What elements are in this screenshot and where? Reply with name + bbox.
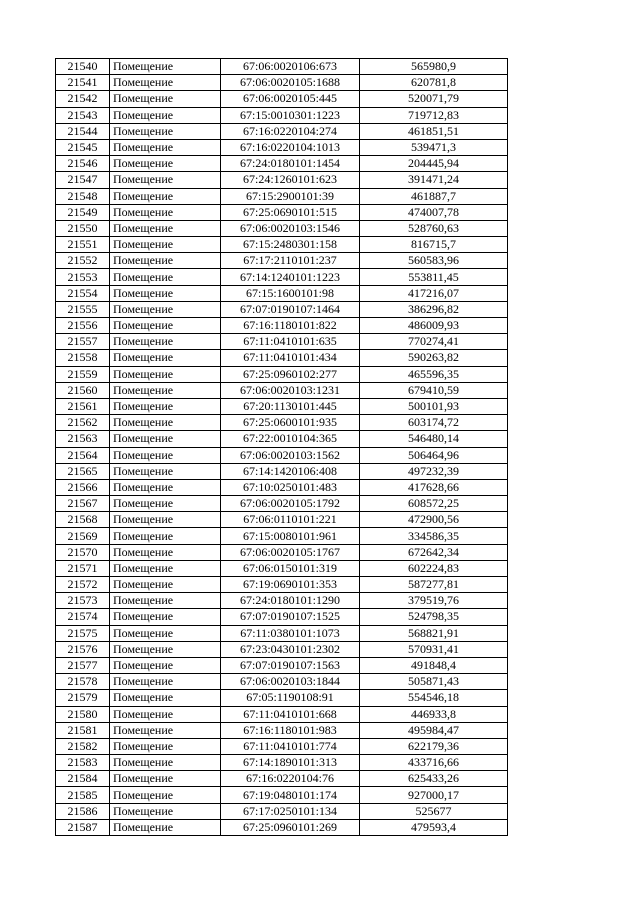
row-number: 21555	[56, 301, 110, 317]
table-row	[56, 479, 508, 495]
object-type: Помещение	[110, 496, 221, 512]
row-number: 21556	[56, 318, 110, 334]
table-row	[56, 334, 508, 350]
row-number: 21543	[56, 107, 110, 123]
table-row	[56, 91, 508, 107]
row-number: 21552	[56, 253, 110, 269]
object-type: Помещение	[110, 334, 221, 350]
cadastral-number: 67:15:0080101:961	[221, 528, 360, 544]
row-number: 21578	[56, 674, 110, 690]
object-type: Помещение	[110, 172, 221, 188]
cadastral-value: 486009,93	[360, 318, 508, 334]
row-number: 21585	[56, 787, 110, 803]
object-type: Помещение	[110, 382, 221, 398]
row-number: 21579	[56, 690, 110, 706]
cadastral-value: 417628,66	[360, 479, 508, 495]
cadastral-value: 433716,66	[360, 755, 508, 771]
cadastral-value: 927000,17	[360, 787, 508, 803]
cadastral-value: 500101,93	[360, 398, 508, 414]
cadastral-number: 67:06:0020105:1688	[221, 75, 360, 91]
row-number: 21551	[56, 237, 110, 253]
row-number: 21560	[56, 382, 110, 398]
object-type: Помещение	[110, 220, 221, 236]
cadastral-value: 603174,72	[360, 415, 508, 431]
object-type: Помещение	[110, 75, 221, 91]
table-row	[56, 560, 508, 576]
cadastral-number: 67:22:0010104:365	[221, 431, 360, 447]
cadastral-value: 506464,96	[360, 447, 508, 463]
row-number: 21564	[56, 447, 110, 463]
table-row	[56, 625, 508, 641]
cadastral-number: 67:15:2480301:158	[221, 237, 360, 253]
cadastral-number: 67:24:0180101:1454	[221, 156, 360, 172]
table-row	[56, 463, 508, 479]
table-row	[56, 75, 508, 91]
object-type: Помещение	[110, 755, 221, 771]
table-row	[56, 415, 508, 431]
cadastral-value: 524798,35	[360, 609, 508, 625]
object-type: Помещение	[110, 803, 221, 819]
row-number: 21558	[56, 350, 110, 366]
table-row	[56, 674, 508, 690]
cadastral-value: 528760,63	[360, 220, 508, 236]
table-row	[56, 787, 508, 803]
cadastral-number: 67:07:0190107:1563	[221, 657, 360, 673]
table-row	[56, 301, 508, 317]
cadastral-value: 719712,83	[360, 107, 508, 123]
table-row	[56, 366, 508, 382]
cadastral-number: 67:25:0600101:935	[221, 415, 360, 431]
cadastral-number: 67:06:0020105:445	[221, 91, 360, 107]
object-type: Помещение	[110, 269, 221, 285]
cadastral-number: 67:11:0410101:668	[221, 706, 360, 722]
object-type: Помещение	[110, 188, 221, 204]
row-number: 21566	[56, 479, 110, 495]
row-number: 21568	[56, 512, 110, 528]
cadastral-value: 679410,59	[360, 382, 508, 398]
row-number: 21542	[56, 91, 110, 107]
object-type: Помещение	[110, 787, 221, 803]
object-type: Помещение	[110, 91, 221, 107]
object-type: Помещение	[110, 318, 221, 334]
table-row	[56, 706, 508, 722]
cadastral-number: 67:11:0410101:635	[221, 334, 360, 350]
cadastral-value: 622179,36	[360, 738, 508, 754]
object-type: Помещение	[110, 706, 221, 722]
object-type: Помещение	[110, 819, 221, 835]
cadastral-number: 67:07:0190107:1525	[221, 609, 360, 625]
cadastral-number: 67:16:1180101:983	[221, 722, 360, 738]
cadastral-number: 67:14:1890101:313	[221, 755, 360, 771]
object-type: Помещение	[110, 107, 221, 123]
cadastral-number: 67:14:1420106:408	[221, 463, 360, 479]
table-row	[56, 204, 508, 220]
table-row	[56, 641, 508, 657]
cadastral-value: 391471,24	[360, 172, 508, 188]
table-row	[56, 156, 508, 172]
table-row	[56, 237, 508, 253]
object-type: Помещение	[110, 560, 221, 576]
object-type: Помещение	[110, 512, 221, 528]
cadastral-value: 417216,07	[360, 285, 508, 301]
cadastral-number: 67:11:0410101:434	[221, 350, 360, 366]
cadastral-number: 67:17:2110101:237	[221, 253, 360, 269]
cadastral-value: 334586,35	[360, 528, 508, 544]
object-type: Помещение	[110, 237, 221, 253]
cadastral-number: 67:15:2900101:39	[221, 188, 360, 204]
row-number: 21586	[56, 803, 110, 819]
table-row	[56, 285, 508, 301]
object-type: Помещение	[110, 738, 221, 754]
cadastral-value: 620781,8	[360, 75, 508, 91]
table-row	[56, 722, 508, 738]
cadastral-number: 67:06:0020103:1562	[221, 447, 360, 463]
cadastral-number: 67:05:1190108:91	[221, 690, 360, 706]
cadastral-value: 570931,41	[360, 641, 508, 657]
row-number: 21575	[56, 625, 110, 641]
row-number: 21545	[56, 139, 110, 155]
row-number: 21544	[56, 123, 110, 139]
object-type: Помещение	[110, 479, 221, 495]
row-number: 21550	[56, 220, 110, 236]
cadastral-value: 495984,47	[360, 722, 508, 738]
table-row	[56, 803, 508, 819]
object-type: Помещение	[110, 609, 221, 625]
cadastral-number: 67:11:0380101:1073	[221, 625, 360, 641]
table-row	[56, 577, 508, 593]
object-type: Помещение	[110, 593, 221, 609]
cadastral-value: 505871,43	[360, 674, 508, 690]
table-row	[56, 690, 508, 706]
cadastral-number: 67:07:0190107:1464	[221, 301, 360, 317]
cadastral-value: 204445,94	[360, 156, 508, 172]
table-row	[56, 59, 508, 75]
table-row	[56, 738, 508, 754]
table-row	[56, 657, 508, 673]
cadastral-value: 386296,82	[360, 301, 508, 317]
property-table	[55, 58, 508, 836]
object-type: Помещение	[110, 398, 221, 414]
row-number: 21573	[56, 593, 110, 609]
table-row	[56, 447, 508, 463]
row-number: 21574	[56, 609, 110, 625]
table-row	[56, 350, 508, 366]
table-row	[56, 398, 508, 414]
row-number: 21581	[56, 722, 110, 738]
object-type: Помещение	[110, 139, 221, 155]
cadastral-number: 67:20:1130101:445	[221, 398, 360, 414]
cadastral-value: 446933,8	[360, 706, 508, 722]
row-number: 21587	[56, 819, 110, 835]
row-number: 21569	[56, 528, 110, 544]
cadastral-number: 67:06:0110101:221	[221, 512, 360, 528]
table-row	[56, 609, 508, 625]
table-row	[56, 253, 508, 269]
object-type: Помещение	[110, 528, 221, 544]
cadastral-value: 539471,3	[360, 139, 508, 155]
cadastral-number: 67:19:0690101:353	[221, 577, 360, 593]
cadastral-value: 379519,76	[360, 593, 508, 609]
object-type: Помещение	[110, 366, 221, 382]
cadastral-value: 465596,35	[360, 366, 508, 382]
object-type: Помещение	[110, 253, 221, 269]
row-number: 21576	[56, 641, 110, 657]
object-type: Помещение	[110, 447, 221, 463]
cadastral-number: 67:24:0180101:1290	[221, 593, 360, 609]
object-type: Помещение	[110, 577, 221, 593]
cadastral-number: 67:06:0020106:673	[221, 59, 360, 75]
table-row	[56, 496, 508, 512]
table-row	[56, 269, 508, 285]
cadastral-value: 590263,82	[360, 350, 508, 366]
table-row	[56, 512, 508, 528]
cadastral-number: 67:24:1260101:623	[221, 172, 360, 188]
object-type: Помещение	[110, 431, 221, 447]
cadastral-number: 67:06:0020105:1767	[221, 544, 360, 560]
cadastral-number: 67:15:1600101:98	[221, 285, 360, 301]
row-number: 21541	[56, 75, 110, 91]
row-number: 21567	[56, 496, 110, 512]
object-type: Помещение	[110, 285, 221, 301]
cadastral-value: 546480,14	[360, 431, 508, 447]
object-type: Помещение	[110, 641, 221, 657]
cadastral-value: 461887,7	[360, 188, 508, 204]
cadastral-value: 587277,81	[360, 577, 508, 593]
table-row	[56, 755, 508, 771]
cadastral-number: 67:17:0250101:134	[221, 803, 360, 819]
cadastral-number: 67:06:0020105:1792	[221, 496, 360, 512]
table-row	[56, 220, 508, 236]
object-type: Помещение	[110, 674, 221, 690]
cadastral-number: 67:06:0020103:1231	[221, 382, 360, 398]
table-row	[56, 107, 508, 123]
cadastral-value: 525677	[360, 803, 508, 819]
cadastral-value: 568821,91	[360, 625, 508, 641]
object-type: Помещение	[110, 350, 221, 366]
object-type: Помещение	[110, 544, 221, 560]
table-row	[56, 771, 508, 787]
row-number: 21549	[56, 204, 110, 220]
row-number: 21565	[56, 463, 110, 479]
cadastral-number: 67:06:0150101:319	[221, 560, 360, 576]
cadastral-number: 67:10:0250101:483	[221, 479, 360, 495]
row-number: 21557	[56, 334, 110, 350]
cadastral-value: 565980,9	[360, 59, 508, 75]
object-type: Помещение	[110, 301, 221, 317]
table-row	[56, 139, 508, 155]
table-row	[56, 188, 508, 204]
object-type: Помещение	[110, 463, 221, 479]
cadastral-value: 770274,41	[360, 334, 508, 350]
table-row	[56, 593, 508, 609]
row-number: 21562	[56, 415, 110, 431]
cadastral-number: 67:06:0020103:1546	[221, 220, 360, 236]
table-row	[56, 819, 508, 835]
row-number: 21570	[56, 544, 110, 560]
object-type: Помещение	[110, 657, 221, 673]
cadastral-number: 67:16:1180101:822	[221, 318, 360, 334]
cadastral-value: 602224,83	[360, 560, 508, 576]
object-type: Помещение	[110, 722, 221, 738]
cadastral-number: 67:25:0960102:277	[221, 366, 360, 382]
cadastral-value: 491848,4	[360, 657, 508, 673]
table-row	[56, 431, 508, 447]
cadastral-number: 67:11:0410101:774	[221, 738, 360, 754]
table-row	[56, 382, 508, 398]
row-number: 21583	[56, 755, 110, 771]
row-number: 21548	[56, 188, 110, 204]
object-type: Помещение	[110, 771, 221, 787]
cadastral-number: 67:19:0480101:174	[221, 787, 360, 803]
table-row	[56, 318, 508, 334]
cadastral-value: 560583,96	[360, 253, 508, 269]
object-type: Помещение	[110, 59, 221, 75]
row-number: 21580	[56, 706, 110, 722]
row-number: 21547	[56, 172, 110, 188]
table-body	[56, 59, 508, 836]
table-row	[56, 123, 508, 139]
cadastral-value: 672642,34	[360, 544, 508, 560]
cadastral-value: 479593,4	[360, 819, 508, 835]
object-type: Помещение	[110, 123, 221, 139]
row-number: 21554	[56, 285, 110, 301]
cadastral-number: 67:06:0020103:1844	[221, 674, 360, 690]
cadastral-value: 553811,45	[360, 269, 508, 285]
row-number: 21582	[56, 738, 110, 754]
cadastral-number: 67:25:0690101:515	[221, 204, 360, 220]
cadastral-number: 67:23:0430101:2302	[221, 641, 360, 657]
cadastral-value: 816715,7	[360, 237, 508, 253]
row-number: 21546	[56, 156, 110, 172]
cadastral-number: 67:16:0220104:76	[221, 771, 360, 787]
object-type: Помещение	[110, 690, 221, 706]
row-number: 21571	[56, 560, 110, 576]
table-row	[56, 544, 508, 560]
table-row	[56, 528, 508, 544]
cadastral-value: 554546,18	[360, 690, 508, 706]
table-row	[56, 172, 508, 188]
row-number: 21584	[56, 771, 110, 787]
cadastral-value: 625433,26	[360, 771, 508, 787]
cadastral-number: 67:25:0960101:269	[221, 819, 360, 835]
cadastral-number: 67:15:0010301:1223	[221, 107, 360, 123]
row-number: 21553	[56, 269, 110, 285]
row-number: 21561	[56, 398, 110, 414]
row-number: 21572	[56, 577, 110, 593]
document-page	[55, 58, 508, 836]
cadastral-value: 497232,39	[360, 463, 508, 479]
row-number: 21540	[56, 59, 110, 75]
cadastral-value: 520071,79	[360, 91, 508, 107]
cadastral-value: 472900,56	[360, 512, 508, 528]
cadastral-number: 67:16:0220104:274	[221, 123, 360, 139]
object-type: Помещение	[110, 156, 221, 172]
cadastral-number: 67:16:0220104:1013	[221, 139, 360, 155]
object-type: Помещение	[110, 625, 221, 641]
cadastral-number: 67:14:1240101:1223	[221, 269, 360, 285]
cadastral-value: 461851,51	[360, 123, 508, 139]
row-number: 21563	[56, 431, 110, 447]
cadastral-value: 474007,78	[360, 204, 508, 220]
object-type: Помещение	[110, 415, 221, 431]
row-number: 21559	[56, 366, 110, 382]
object-type: Помещение	[110, 204, 221, 220]
row-number: 21577	[56, 657, 110, 673]
cadastral-value: 608572,25	[360, 496, 508, 512]
